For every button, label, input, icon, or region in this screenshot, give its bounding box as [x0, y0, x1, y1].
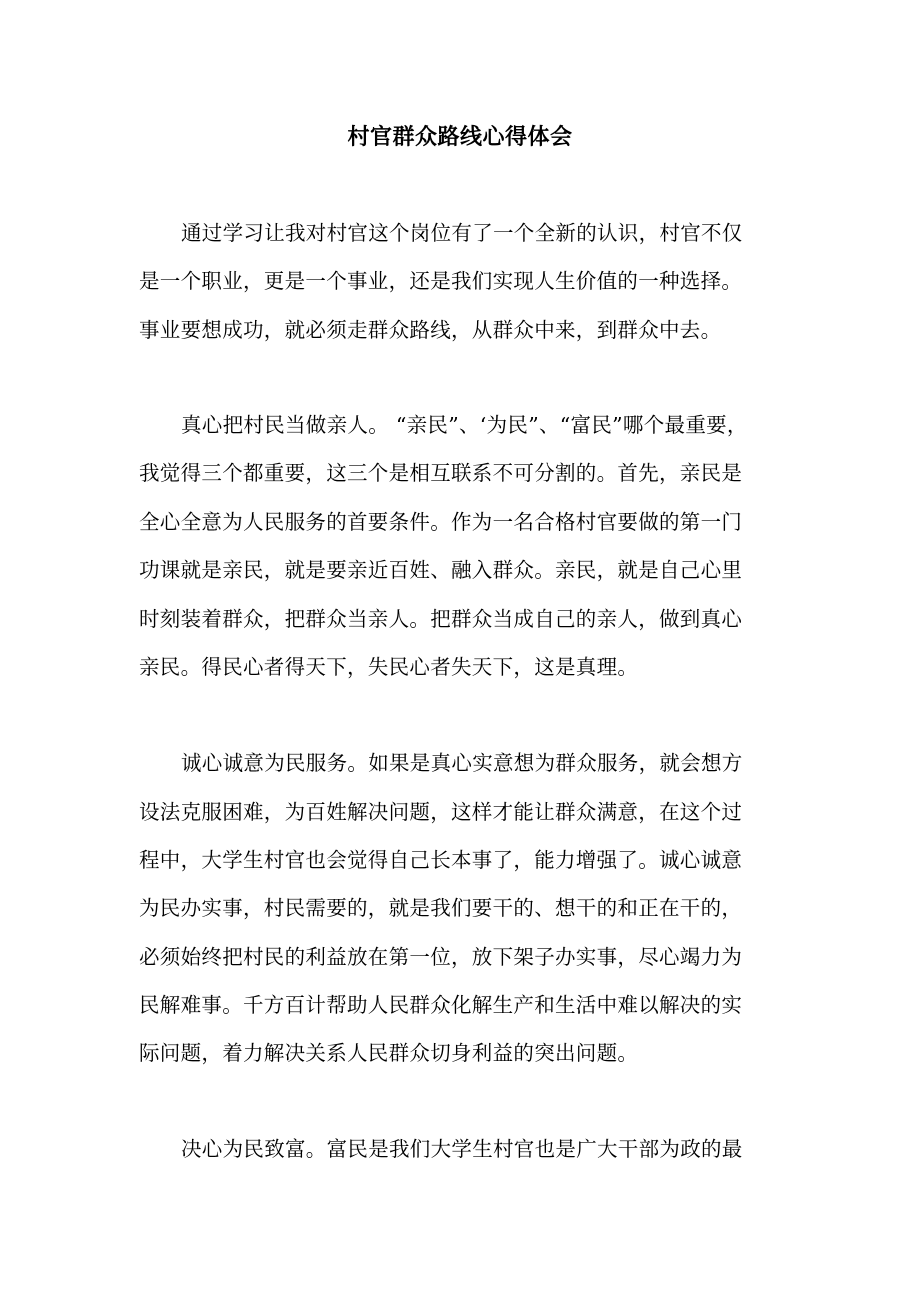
paragraph-line: 决心为民致富。富民是我们大学生村官也是广大干部为政的最: [181, 1137, 743, 1161]
paragraph-line: 民解难事。千方百计帮助人民群众化解生产和生活中难以解决的实: [139, 993, 743, 1017]
paragraph-line: 亲民。得民心者得天下，失民心者失天下，这是真理。: [139, 655, 639, 679]
paragraph-line: 为民办实事，村民需要的，就是我们要干的、想干的和正在干的，: [139, 896, 743, 920]
paragraph-line: 际问题，着力解决关系人民群众切身利益的突出问题。: [139, 1041, 639, 1065]
paragraph-line: 是一个职业，更是一个事业，还是我们实现人生价值的一种选择。: [139, 269, 743, 293]
paragraph-line: 真心把村民当做亲人。 “亲民”、‘为民”、“富民”哪个最重要，: [181, 413, 748, 437]
paragraph-line: 通过学习让我对村官这个岗位有了一个全新的认识，村官不仅: [181, 221, 743, 245]
paragraph-line: 全心全意为人民服务的首要条件。作为一名合格村官要做的第一门: [139, 510, 743, 534]
paragraph-line: 必须始终把村民的利益放在第一位，放下架子办实事，尽心竭力为: [139, 945, 743, 969]
paragraph-line: 我觉得三个都重要，这三个是相互联系不可分割的。首先，亲民是: [139, 461, 743, 485]
paragraph-line: 诚心诚意为民服务。如果是真心实意想为群众服务，就会想方: [181, 751, 743, 775]
paragraph-line: 设法克服困难，为百姓解决问题，这样才能让群众满意，在这个过: [139, 800, 743, 824]
paragraph-line: 功课就是亲民，就是要亲近百姓、融入群众。亲民，就是自己心里: [139, 558, 743, 582]
document-title: 村官群众路线心得体会: [347, 124, 573, 150]
paragraph-line: 程中，大学生村官也会觉得自己长本事了，能力增强了。诚心诚意: [139, 848, 743, 872]
paragraph-line: 时刻装着群众，把群众当亲人。把群众当成自己的亲人，做到真心: [139, 607, 743, 631]
paragraph-line: 事业要想成功，就必须走群众路线，从群众中来，到群众中去。: [139, 318, 722, 342]
